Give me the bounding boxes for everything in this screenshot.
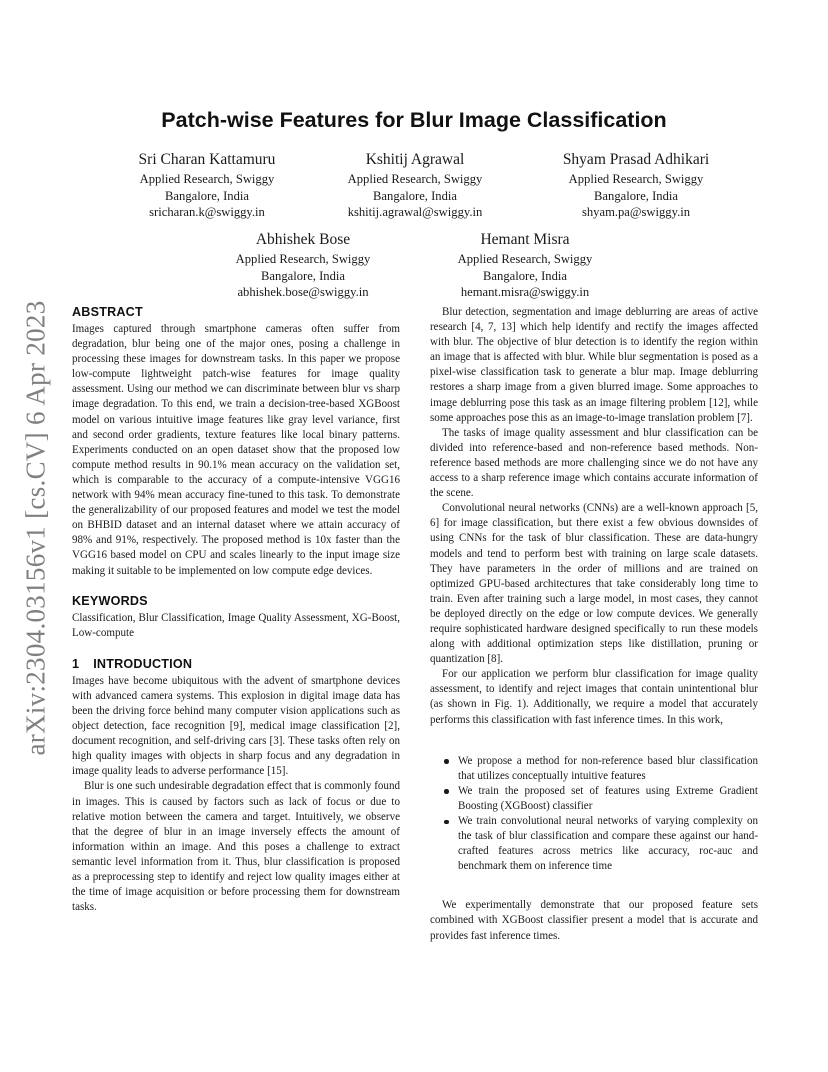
- author-block: [516, 150, 756, 221]
- contribution-item: We train the proposed set of features using Extreme Gradient Boosting (XGBoost) classifier: [450, 784, 758, 814]
- author-location: Bangalore, India: [261, 268, 345, 283]
- contribution-item: We propose a method for non-reference based blur classification that utilizes conceptually intuitive features: [450, 754, 758, 784]
- contribution-item: We train convolutional neural networks of varying complexity on the task of blur classification and compare these against our hand-crafted features across metrics like accuracy, roc-auc and benchmark them on inference time: [450, 814, 758, 874]
- author-email: kshitij.agrawal@swiggy.in: [347, 205, 483, 219]
- section-number: 1: [72, 656, 80, 671]
- author-affiliation: Applied Research, Swiggy: [457, 252, 593, 266]
- introduction-heading: [72, 657, 400, 671]
- author-block: [405, 230, 645, 301]
- author-name: Abhishek Bose: [255, 231, 351, 248]
- intro-paragraph: Images have become ubiquitous with the advent of smartphone devices with advanced camera systems. This explosion in digital image data has been the driving force behind many computer vision applications such as object detection, face recognition [9], medical image classification [2], document recognition, and self-driving cars [3]. These tasks often rely on high quality images with objects in sharp focus and any degradation in image quality leads to adverse performance [15].: [72, 674, 400, 778]
- body-paragraph: Blur detection, segmentation and image deblurring are areas of active research [4, 7, 13] which help identify and rectify the images affected with blur. The objective of blur detection is to identify the region within an image that is affected with blur. While blur segmentation is posed as a pixel-wise classification task to generate a blur map. Image deblurring restores a sharp image from a given blurred image. Some approaches to image deblurring pose this task as an image filtering problem [12], while some approaches pose this as an image-to-image translation problem [7].: [430, 306, 758, 424]
- author-email: abhishek.bose@swiggy.in: [237, 285, 369, 299]
- author-location: Bangalore, India: [373, 188, 457, 203]
- author-block: [87, 150, 327, 221]
- author-block: [183, 230, 423, 301]
- abstract-heading: ABSTRACT: [72, 305, 143, 319]
- author-affiliation: Applied Research, Swiggy: [347, 172, 483, 186]
- author-location: Bangalore, India: [165, 188, 249, 203]
- author-location: Bangalore, India: [594, 188, 678, 203]
- right-column: [430, 305, 758, 944]
- section-title: INTRODUCTION: [93, 656, 193, 671]
- author-block: [295, 150, 535, 221]
- author-affiliation: Applied Research, Swiggy: [139, 172, 275, 186]
- author-email: hemant.misra@swiggy.in: [460, 285, 590, 299]
- keywords-text: Classification, Blur Classification, Image Quality Assessment, XG-Boost, Low-compute: [72, 611, 400, 639]
- left-column: [72, 305, 400, 915]
- body-paragraph: Convolutional neural networks (CNNs) are a well-known approach [5, 6] for image classification, but there exist a few obvious downsides of using CNNs for the task of blur classification. These are data-hungry models and tend to perform best with training on large scale datasets. They have parameters in the order of millions and are trained on optimized GPU-based architectures that take considerably long time to train. Even after training such a large model, in most cases, they cannot be deployed directly on the edge or low compute devices. We generally require sophisticated hardware designed specifically to run these models along with additional optimization steps like distillation, pruning or quantization [8].: [430, 502, 758, 666]
- body-paragraph: The tasks of image quality assessment and blur classification can be divided into reference-based and non-reference based methods. Non-reference based methods are more challenging since we do not have any access to a sharp reference image which contains accurate information of the scene.: [430, 426, 758, 500]
- arxiv-stamp: [14, 288, 58, 768]
- author-name: Shyam Prasad Adhikari: [562, 151, 710, 168]
- contribution-list: [430, 754, 758, 875]
- closing-paragraph: We experimentally demonstrate that our proposed feature sets combined with XGBoost classifier present a model that is accurate and provides fast inference times.: [430, 899, 758, 942]
- arxiv-identifier: arXiv:2304.03156v1 [cs.CV] 6 Apr 2023: [20, 300, 51, 756]
- author-email: sricharan.k@swiggy.in: [149, 205, 265, 219]
- body-paragraph: For our application we perform blur classification for image quality assessment, to identify and reject images that contain unintentional blur (as shown in Fig. 1). Additionally, we require a model that accurately performs this classification with fast inference times. In this work,: [430, 668, 758, 726]
- paper-title: Patch-wise Features for Blur Image Classification: [161, 108, 667, 132]
- author-name: Hemant Misra: [480, 231, 570, 248]
- author-name: Sri Charan Kattamuru: [138, 151, 276, 168]
- abstract-text: Images captured through smartphone cameras often suffer from degradation, blur being one of the major ones, posing a challenge in processing these images for downstream tasks. In this paper we propose low-compute lightweight patch-wise features for image quality assessment. Using our method we can discriminate between blur vs sharp image degradation. To this end, we train a decision-tree-based XGBoost model on various intuitive image features like gray level variance, first and second order gradients, texture features like local binary patterns. Experiments conducted on an open dataset show that the proposed low compute method results in 90.1% mean accuracy on the validation set, which is comparable to the accuracy of a compute-intensive VGG16 network with 94% mean accuracy fine-tuned to this task. To demonstrate the generalizability of our proposed features and model we test the model on BHBID dataset and an internal dataset where we attain accuracy of 98% and 91%, respectively. The proposed method is 10x faster than the VGG16 based model on CPU and scales linearly to the input image size making it suitable to be implemented on low compute edge devices.: [72, 323, 400, 577]
- intro-paragraph: Blur is one such undesirable degradation effect that is commonly found in images. This is caused by factors such as lack of focus or due to relative motion between the camera and target. Intuitively, we observe that the degree of blur in an image inversely effects the amount of information within an image. And this poses a challenge to extract semantic level information from it. Thus, blur classification is proposed as a preprocessing step to identify and reject low quality images either at the time of image acquisition or before processing them for downstream tasks.: [72, 780, 400, 914]
- author-location: Bangalore, India: [483, 268, 567, 283]
- author-affiliation: Applied Research, Swiggy: [568, 172, 704, 186]
- keywords-heading: KEYWORDS: [72, 593, 148, 608]
- author-affiliation: Applied Research, Swiggy: [235, 252, 371, 266]
- author-name: Kshitij Agrawal: [365, 151, 465, 168]
- author-email: shyam.pa@swiggy.in: [581, 205, 691, 219]
